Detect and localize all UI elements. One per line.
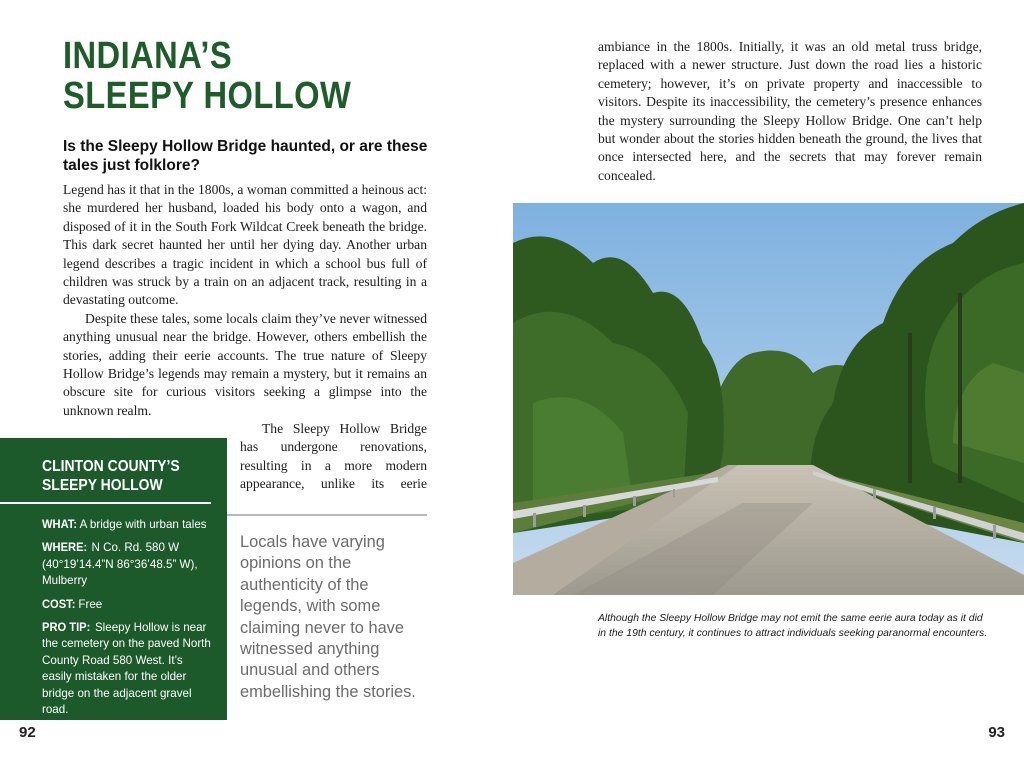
- page-number-right: 93: [988, 724, 1005, 741]
- body-text: [63, 181, 427, 420]
- where-value: N Co. Rd. 580 W (40°19’14.4”N 86°36’48.5” W), Mulberry: [42, 541, 198, 588]
- what-value: A bridge with urban tales: [79, 518, 207, 531]
- sidebar-item-cost: [42, 596, 214, 613]
- sidebar-heading: [42, 457, 180, 495]
- cost-label: COST:: [42, 596, 76, 611]
- bridge-road-image: [513, 203, 1024, 595]
- sidebar-divider: [0, 502, 211, 504]
- sidebar-item-where: [42, 539, 214, 589]
- body-paragraph-2: Despite these tales, some locals claim they’ve never witnessed anything unusual near the bridge. However, others embellish the stories, adding their eerie accounts. The true nature of Sleepy Hollow Bridge’s legends may remain a mystery, but it remains an obscure site for curious visitors seeking a glimpse into the unknown realm.: [63, 310, 427, 418]
- page-title-line2: SLEEPY HOLLOW: [63, 75, 352, 117]
- sidebar-heading-line1: CLINTON COUNTY’S: [42, 458, 180, 475]
- sidebar-details: [42, 516, 214, 724]
- what-label: WHAT:: [42, 517, 78, 531]
- pull-quote-divider: [227, 514, 427, 516]
- body-paragraph-1: Legend has it that in the 1800s, a woman committed a heinous act: she murdered her husband, loaded his body onto a wagon, and disposed of it in the South Fork Wildcat Creek beneath the bridge. This dark secret haunted her until her dying day. Another urban legend describes a tragic incident in which a school bus full of children was struck by a train on an adjacent track, resulting in a devastating outcome.: [63, 182, 427, 308]
- page-subtitle: Is the Sleepy Hollow Bridge haunted, or are these tales just folklore?: [63, 138, 428, 174]
- photo-caption: Although the Sleepy Hollow Bridge may not emit the same eerie aura today as it did in the 19th century, it continues to attract individuals seeking paranormal encounters.: [598, 613, 988, 640]
- bridge-photo: [513, 203, 1024, 595]
- pro-tip-label: PRO TIP:: [42, 620, 91, 635]
- cost-value: Free: [78, 597, 103, 611]
- sidebar-item-what: [42, 516, 214, 533]
- body-paragraph-continued: ambiance in the 1800s. Initially, it was an old metal truss bridge, replaced with a newer structure. Just down the road lies a historic cemetery; however, it’s on private property and inaccessible to visitors. Despite its inaccessibility, the cemetery’s presence enhances the mystery surrounding the Sleepy Hollow Bridge. One can’t help but wonder about the stories hidden beneath the ground, the lives that once intersected here, and the secrets that may forever remain concealed.: [598, 39, 982, 183]
- pull-quote: Locals have varying opinions on the authenticity of the legends, with some claiming never to have witnessed anything unusual and others embellishing the stories.: [240, 533, 416, 701]
- body-paragraph-3: The Sleepy Hollow Bridge has undergone renovations, resulting in a more modern appearance, unlike its eerie: [240, 421, 427, 492]
- pro-tip-value: Sleepy Hollow is near the cemetery on the paved North County Road 580 West. It’s easily mistaken for the older bridge on the adjacent gravel road.: [42, 621, 211, 717]
- page-title-line1: INDIANA’S: [63, 35, 233, 77]
- sidebar-heading-line2: SLEEPY HOLLOW: [42, 477, 163, 494]
- page-title: [63, 36, 351, 116]
- page-number-left: 92: [19, 724, 36, 741]
- right-page: [512, 0, 1024, 768]
- sidebar-item-pro-tip: [42, 619, 214, 718]
- where-label: WHERE:: [42, 540, 88, 555]
- info-sidebar: [0, 438, 227, 720]
